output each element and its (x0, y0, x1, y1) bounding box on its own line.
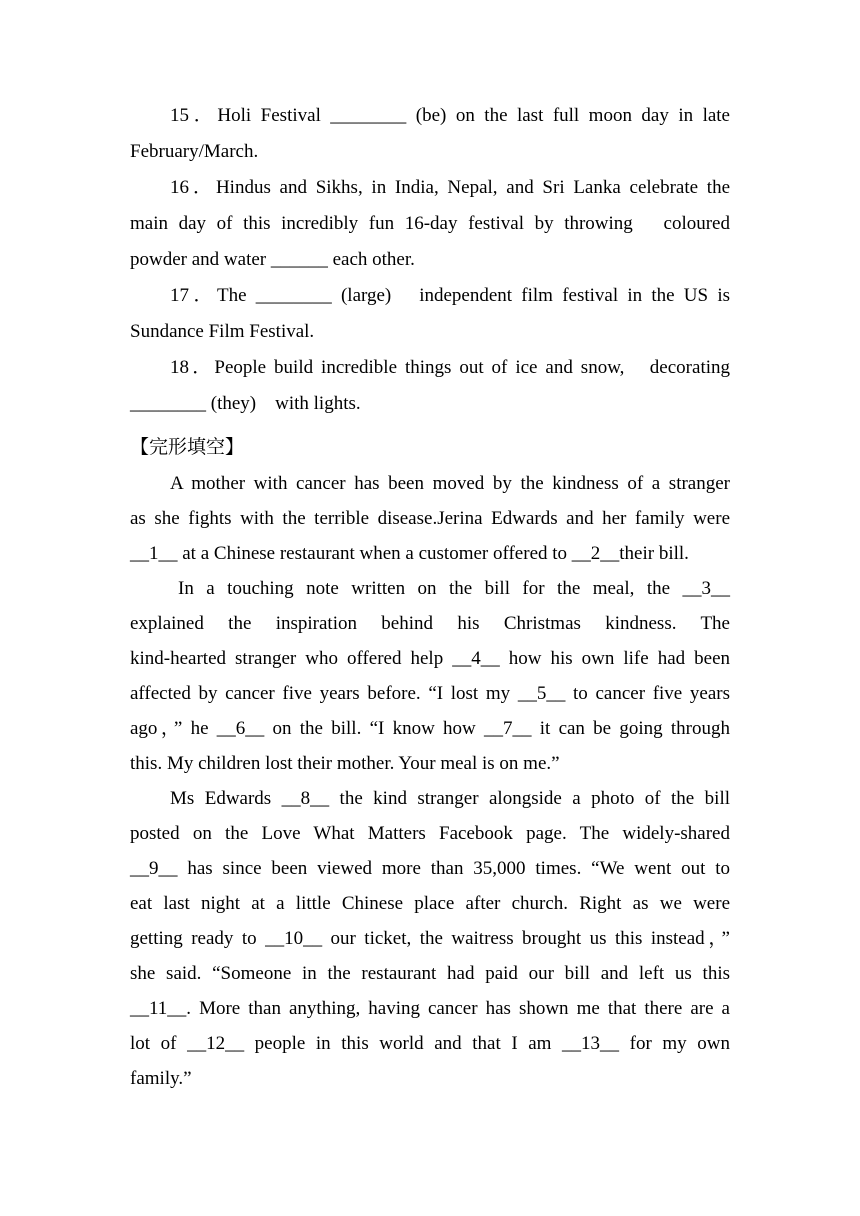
text-line: she said. “Someone in the restaurant had paid our bill and left us this (130, 963, 730, 984)
cloze-paragraph-2 (130, 571, 730, 781)
text-line: ago，” he __6__ on the bill. “I know how __7__ it can be going through (130, 718, 730, 739)
text-line: as she fights with the terrible disease.Jerina Edwards and her family were (130, 508, 730, 529)
exercise-16 (130, 170, 730, 278)
text-line: A mother with cancer has been moved by the kindness of a stranger (170, 473, 730, 494)
text-line: In a touching note written on the bill for the meal, the __3__ (178, 578, 730, 599)
text-line: this. My children lost their mother. Your meal is on me.” (130, 753, 560, 774)
text-line: __9__ has since been viewed more than 35,000 times. “We went out to (130, 858, 730, 879)
text-line: getting ready to __10__ our ticket, the waitress brought us this instead，” (130, 928, 730, 949)
text-line: 18．People build incredible things out of ice and snow, decorating (170, 357, 730, 378)
text-line: eat last night at a little Chinese place after church. Right as we were (130, 893, 730, 914)
text-line: __1__ at a Chinese restaurant when a customer offered to __2__their bill. (130, 543, 689, 564)
exercise-15 (130, 98, 730, 170)
text-line: lot of __12__ people in this world and that I am __13__ for my own (130, 1033, 730, 1054)
text-line: affected by cancer five years before. “I lost my __5__ to cancer five years (130, 683, 730, 704)
text-line: posted on the Love What Matters Facebook page. The widely-shared (130, 823, 730, 844)
text-line: main day of this incredibly fun 16-day festival by throwing coloured (130, 213, 730, 234)
section-title-cloze: 【完形填空】 (130, 437, 245, 458)
text-line: Ms Edwards __8__ the kind stranger alongside a photo of the bill (170, 788, 730, 809)
text-line: 15．Holi Festival ________ (be) on the last full moon day in late (170, 105, 730, 126)
text-line: __11__. More than anything, having cancer has shown me that there are a (130, 998, 730, 1019)
exercise-18 (130, 350, 730, 422)
text-line: family.” (130, 1068, 192, 1089)
text-line: ________ (they) with lights. (130, 393, 361, 414)
cloze-paragraph-1 (130, 466, 730, 571)
text-line: explained the inspiration behind his Christmas kindness. The (130, 613, 730, 634)
text-line: February/March. (130, 141, 259, 162)
text-line: 17．The ________ (large) independent film festival in the US is (170, 285, 730, 306)
text-line: 16．Hindus and Sikhs, in India, Nepal, and Sri Lanka celebrate the (170, 177, 730, 198)
text-line: Sundance Film Festival. (130, 321, 315, 342)
document-page (130, 98, 730, 1096)
text-line: kind-hearted stranger who offered help __4__ how his own life had been (130, 648, 730, 669)
text-line: powder and water ______ each other. (130, 249, 415, 270)
cloze-paragraph-3 (130, 781, 730, 1096)
exercise-17 (130, 278, 730, 350)
